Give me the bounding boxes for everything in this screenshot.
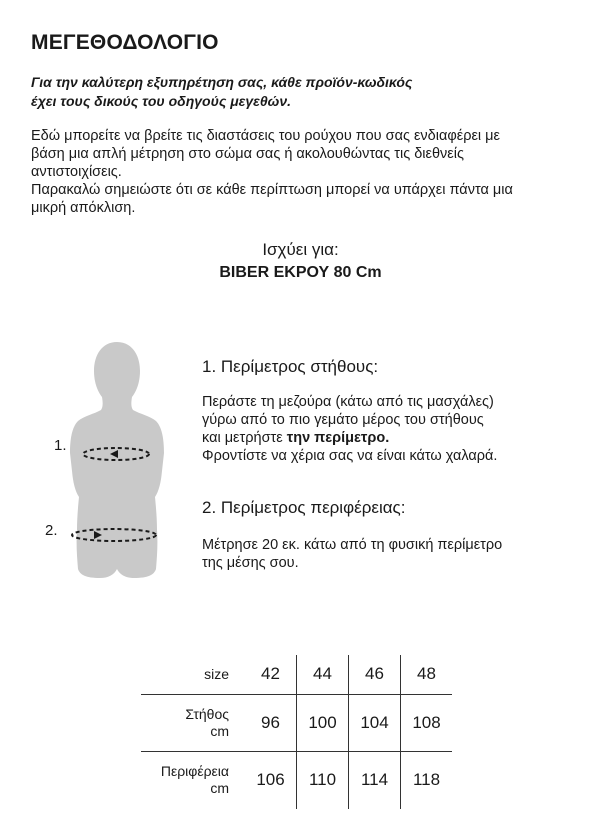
- marker-hips: 2.: [45, 522, 58, 539]
- intro-line: Για την καλύτερη εξυπηρέτηση σας, κάθε προϊόν-κωδικός: [31, 74, 413, 90]
- value-cell: 106: [245, 751, 297, 809]
- chest-line-prefix: και μετρήστε: [202, 430, 287, 446]
- chest-measure-text: [202, 393, 497, 465]
- value-cell: 100: [297, 694, 349, 751]
- body-silhouette-figure: [50, 335, 185, 580]
- chest-line: γύρω από το πιο γεμάτο μέρος του στήθους: [202, 412, 484, 428]
- size-cell: 44: [297, 655, 349, 694]
- intro-note: [31, 73, 412, 111]
- chest-line-emphasis: την περίμετρο.: [286, 430, 390, 446]
- size-cell: 48: [401, 655, 453, 694]
- body-silhouette: [70, 342, 164, 578]
- row-label: [141, 694, 245, 751]
- applies-to-label: Ισχύει για:: [262, 240, 339, 259]
- paragraph-line: Εδώ μπορείτε να βρείτε τις διαστάσεις του ρούχου που σας ενδιαφέρει με: [31, 128, 501, 144]
- row-label-line: Στήθος: [185, 705, 229, 722]
- size-header-label: size: [204, 665, 229, 682]
- intro-paragraph: [31, 127, 513, 217]
- hip-measure-text: [202, 536, 502, 572]
- value-cell: 110: [297, 751, 349, 809]
- hip-line: της μέσης σου.: [202, 555, 299, 571]
- size-header-row: [141, 655, 452, 694]
- intro-line: έχει τους δικούς του οδηγούς μεγεθών.: [31, 93, 291, 109]
- marker-chest: 1.: [54, 437, 67, 454]
- row-label-line: Περιφέρεια: [160, 763, 229, 780]
- page-title: ΜΕΓΕΘΟΔΟΛΟΓΙΟ: [31, 31, 219, 54]
- value-cell: 104: [349, 694, 401, 751]
- hip-measure-title: 2. Περίμετρος περιφέρειας:: [202, 498, 406, 517]
- size-cell: 42: [261, 664, 280, 684]
- paragraph-line: μικρή απόκλιση.: [31, 200, 136, 216]
- chest-row: [141, 694, 452, 751]
- chest-measure-title: 1. Περίμετρος στήθους:: [202, 357, 379, 376]
- chest-line: Περάστε τη μεζούρα (κάτω από τις μασχάλες): [202, 394, 494, 410]
- size-table: [141, 655, 452, 809]
- value-cell: 96: [245, 694, 297, 751]
- value-cell: 114: [349, 751, 401, 809]
- paragraph-line: βάση μια απλή μέτρηση στο σώμα σας ή ακολουθώντας τις διεθνείς: [31, 146, 464, 162]
- product-name: BIBER ΕΚΡΟΥ 80 Cm: [219, 264, 382, 281]
- hip-line: Μέτρησε 20 εκ. κάτω από τη φυσική περίμετρο: [202, 537, 503, 553]
- value-cell: 118: [401, 751, 453, 809]
- paragraph-line: Παρακαλώ σημειώστε ότι σε κάθε περίπτωση μπορεί να υπάρχει πάντα μια: [31, 182, 513, 198]
- row-label-unit: cm: [210, 722, 229, 739]
- chest-line: [202, 429, 497, 447]
- value-cell: 108: [401, 694, 453, 751]
- chest-line: Φροντίστε να χέρια σας να είναι κάτω χαλαρά.: [202, 448, 498, 464]
- size-cell: 46: [349, 655, 401, 694]
- row-label-unit: cm: [210, 780, 229, 797]
- paragraph-line: αντιστοιχίσεις.: [31, 164, 122, 180]
- row-label: [141, 751, 245, 809]
- hips-row: [141, 751, 452, 809]
